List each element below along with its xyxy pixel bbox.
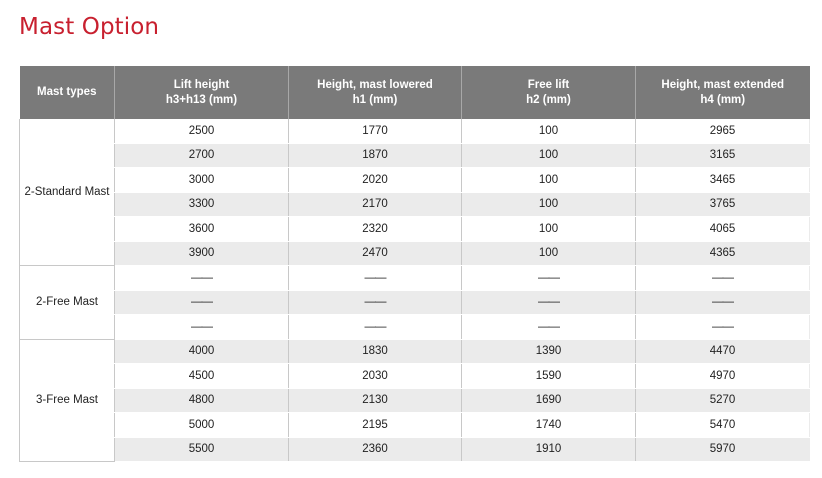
- lift-height-cell: 3300: [115, 192, 289, 217]
- header-line: h4 (mm): [700, 93, 746, 106]
- height-extended-cell: 5470: [636, 413, 810, 438]
- header-line: h3+h13 (mm): [165, 93, 238, 106]
- height-extended-cell: [636, 315, 810, 340]
- table-row: [20, 413, 810, 438]
- header-mast-types: [20, 66, 115, 119]
- free-lift-cell: 100: [462, 119, 636, 143]
- free-lift-cell: 100: [462, 143, 636, 168]
- lift-height-cell: 3000: [115, 168, 289, 193]
- height-extended-cell: 3165: [636, 143, 810, 168]
- header-free-lift: [462, 66, 636, 119]
- lift-height-cell: 4000: [115, 339, 289, 364]
- table-row: [20, 364, 810, 389]
- height-extended-cell: 4470: [636, 339, 810, 364]
- lift-height-cell: [115, 290, 289, 315]
- table-row: [20, 339, 810, 364]
- empty-dash: ——: [364, 271, 386, 284]
- height-lowered-cell: 2030: [289, 364, 462, 389]
- height-lowered-cell: [289, 315, 462, 340]
- header-line: Mast types: [37, 86, 97, 98]
- header-lift-height: [115, 66, 289, 119]
- lift-height-cell: [115, 315, 289, 340]
- height-lowered-cell: 2320: [289, 217, 462, 242]
- free-lift-cell: [462, 290, 636, 315]
- free-lift-cell: [462, 315, 636, 340]
- lift-height-cell: [115, 266, 289, 291]
- header-line: Free lift: [527, 78, 570, 91]
- height-extended-cell: [636, 290, 810, 315]
- mast-type-cell: 2-Standard Mast: [20, 119, 115, 266]
- table-row: [20, 241, 810, 266]
- header-line: Height, mast extended: [661, 78, 785, 91]
- table-row: [20, 217, 810, 242]
- table-row: [20, 266, 810, 291]
- table-row: [20, 437, 810, 462]
- free-lift-cell: 100: [462, 217, 636, 242]
- height-lowered-cell: 2470: [289, 241, 462, 266]
- header-line: h1 (mm): [352, 93, 398, 106]
- height-extended-cell: 4065: [636, 217, 810, 242]
- height-lowered-cell: 2130: [289, 388, 462, 413]
- free-lift-cell: [462, 266, 636, 291]
- lift-height-cell: 3600: [115, 217, 289, 242]
- free-lift-cell: 1390: [462, 339, 636, 364]
- header-height-mast-extended: [636, 66, 810, 119]
- lift-height-cell: 5500: [115, 437, 289, 462]
- height-extended-cell: 4365: [636, 241, 810, 266]
- height-lowered-cell: 1870: [289, 143, 462, 168]
- empty-dash: ——: [712, 320, 733, 333]
- height-extended-cell: 4970: [636, 364, 810, 389]
- mast-option-table: [19, 66, 810, 462]
- height-extended-cell: 2965: [636, 119, 810, 143]
- table-row: [20, 119, 810, 143]
- empty-dash: ——: [712, 271, 733, 284]
- height-lowered-cell: 2020: [289, 168, 462, 193]
- lift-height-cell: 3900: [115, 241, 289, 266]
- lift-height-cell: 4500: [115, 364, 289, 389]
- empty-dash: ——: [191, 296, 212, 309]
- height-lowered-cell: [289, 290, 462, 315]
- free-lift-cell: 1740: [462, 413, 636, 438]
- mast-type-cell: 3-Free Mast: [20, 339, 115, 462]
- empty-dash: ——: [538, 296, 559, 309]
- empty-dash: ——: [712, 296, 733, 309]
- height-lowered-cell: [289, 266, 462, 291]
- empty-dash: ——: [538, 271, 559, 284]
- empty-dash: ——: [538, 320, 559, 333]
- height-lowered-cell: 2170: [289, 192, 462, 217]
- free-lift-cell: 1910: [462, 437, 636, 462]
- empty-dash: ——: [191, 320, 212, 333]
- height-extended-cell: 5970: [636, 437, 810, 462]
- table-row: [20, 315, 810, 340]
- mast-type-cell: 2-Free Mast: [20, 266, 115, 340]
- free-lift-cell: 1690: [462, 388, 636, 413]
- lift-height-cell: 2700: [115, 143, 289, 168]
- page-title: Mast Option: [19, 14, 160, 40]
- lift-height-cell: 2500: [115, 119, 289, 143]
- table-row: [20, 143, 810, 168]
- free-lift-cell: 100: [462, 192, 636, 217]
- empty-dash: ——: [364, 296, 386, 309]
- free-lift-cell: 100: [462, 168, 636, 193]
- height-lowered-cell: 2195: [289, 413, 462, 438]
- height-extended-cell: [636, 266, 810, 291]
- height-lowered-cell: 1830: [289, 339, 462, 364]
- table-row: [20, 388, 810, 413]
- height-extended-cell: 3465: [636, 168, 810, 193]
- lift-height-cell: 5000: [115, 413, 289, 438]
- empty-dash: ——: [364, 320, 386, 333]
- table-header-row: [20, 66, 810, 119]
- table-row: [20, 168, 810, 193]
- header-height-mast-lowered: [289, 66, 462, 119]
- empty-dash: ——: [191, 271, 212, 284]
- lift-height-cell: 4800: [115, 388, 289, 413]
- header-line: h2 (mm): [526, 93, 571, 106]
- height-extended-cell: 5270: [636, 388, 810, 413]
- height-lowered-cell: 1770: [289, 119, 462, 143]
- header-line: Height, mast lowered: [317, 78, 433, 91]
- table-row: [20, 192, 810, 217]
- table-row: [20, 290, 810, 315]
- height-extended-cell: 3765: [636, 192, 810, 217]
- header-line: Lift height: [173, 78, 230, 91]
- height-lowered-cell: 2360: [289, 437, 462, 462]
- free-lift-cell: 1590: [462, 364, 636, 389]
- free-lift-cell: 100: [462, 241, 636, 266]
